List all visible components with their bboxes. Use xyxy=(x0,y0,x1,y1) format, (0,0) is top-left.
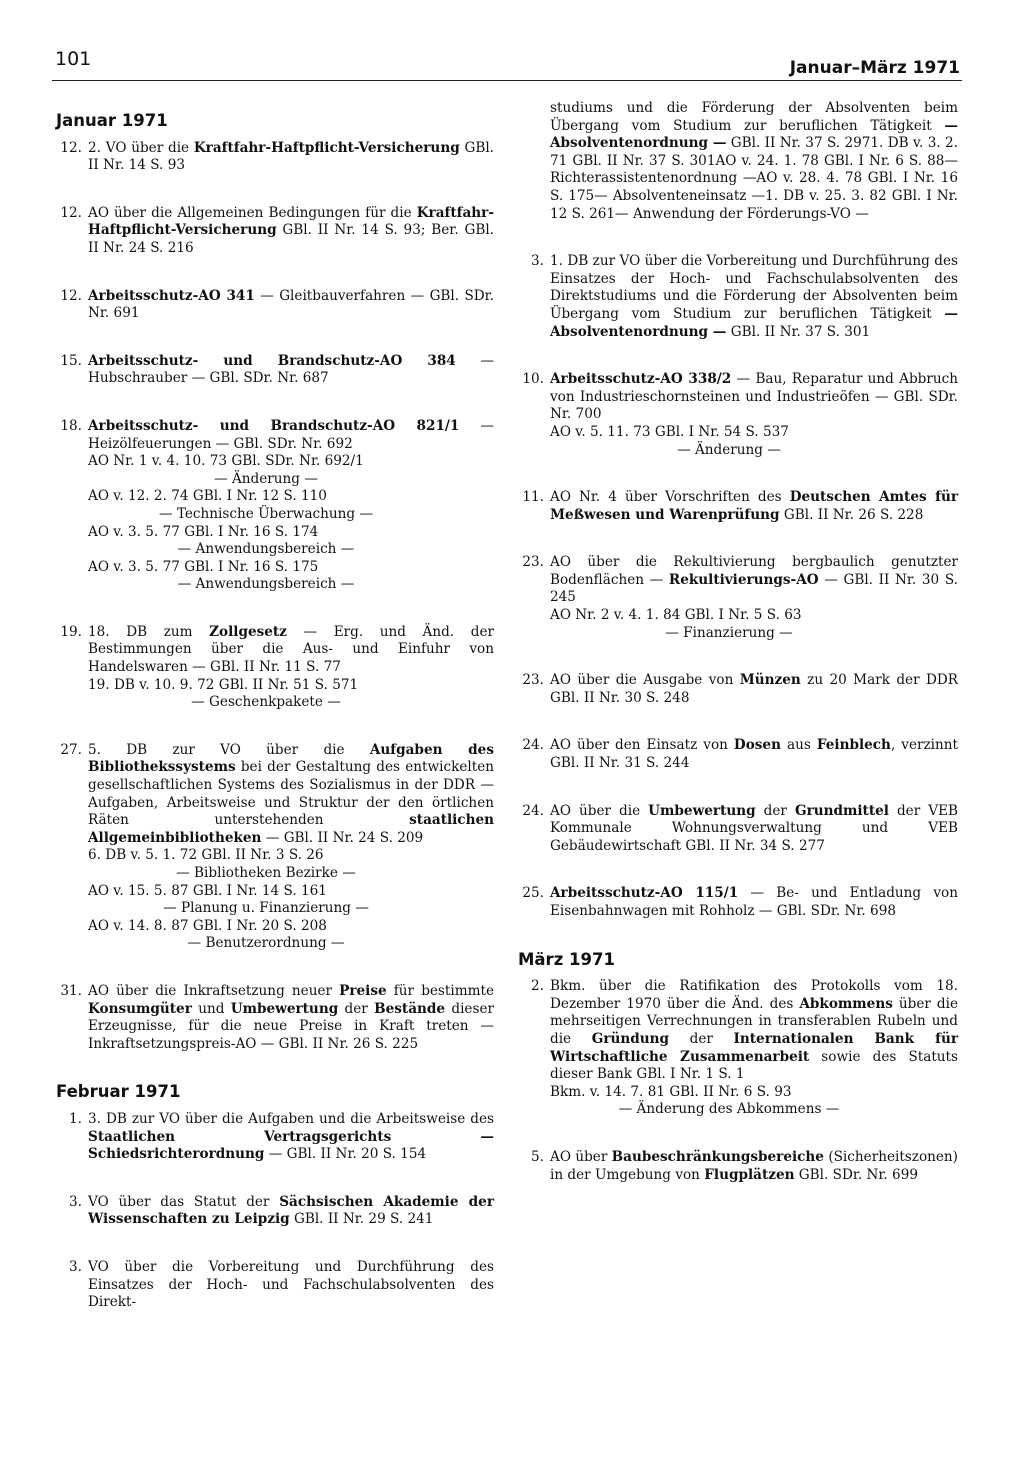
amendment-note: — Absolventeneinsatz — xyxy=(594,187,766,204)
register-entry xyxy=(52,288,494,323)
amendment-reference: 6. DB v. 5. 1. 72 GBl. II Nr. 3 S. 26 xyxy=(88,847,324,864)
amendment-reference: AO v. 28. 4. 78 GBl. I Nr. 16 S. 175 xyxy=(550,170,958,204)
amendment-reference: AO v. 14. 8. 87 GBl. I Nr. 20 S. 208 xyxy=(88,917,327,934)
entry-text: AO über die Allgemeinen Bedingungen für die Kraftfahr-Haftpflicht-Versicherung GBl. II Nr. 14 S. 93; Ber. GBl. II Nr. 24 S. 216 xyxy=(88,204,494,256)
register-entry xyxy=(52,353,494,388)
entry-text: VO über das Statut der Sächsischen Akademie der Wissenschaften zu Leipzig GBl. II Nr. 29 S. 241 xyxy=(88,1193,494,1228)
entry-text: 18. DB zum Zollgesetz — Erg. und Änd. der Bestimmungen über die Aus- und Einfuhr von Handelswaren — GBl. II Nr. 11 S. 77 19. DB v. 10. 9. 72 GBl. II Nr. 51 S. 571 — Geschenkpakete — xyxy=(88,623,494,711)
running-head: Januar–März 1971 xyxy=(789,58,960,78)
amendment-note: — Änderung des Abkommens — xyxy=(618,1101,840,1118)
amendment-reference: AO v. 3. 5. 77 GBl. I Nr. 16 S. 175 xyxy=(88,558,319,575)
entry-day: 10. xyxy=(522,371,544,388)
amendment-reference: AO v. 5. 11. 73 GBl. I Nr. 54 S. 537 xyxy=(550,423,789,440)
entry-day: 18. xyxy=(60,417,82,434)
amendment-reference: AO Nr. 2 v. 4. 1. 84 GBl. I Nr. 5 S. 63 xyxy=(550,607,802,624)
register-entry xyxy=(514,554,958,642)
header-rule xyxy=(52,80,962,81)
amendment-note: — Änderung — xyxy=(214,470,318,487)
left-column xyxy=(52,100,494,1342)
register-entry xyxy=(52,1111,494,1164)
register-entry xyxy=(52,140,494,175)
right-column xyxy=(514,100,958,1214)
month-heading: Februar 1971 xyxy=(56,1082,181,1102)
register-entry xyxy=(52,983,494,1053)
entry-day: 5. xyxy=(531,1148,544,1165)
entry-text: AO über die Rekultivierung bergbaulich genutzter Bodenflächen — Rekultivierungs-AO — GBl. II Nr. 30 S. 245 AO Nr. 2 v. 4. 1. 84 GBl. I Nr. 5 S. 63 — Finanzierung — xyxy=(550,554,958,641)
entry-day: 19. xyxy=(60,623,82,640)
entry-day: 1. xyxy=(69,1110,82,1127)
register-entry xyxy=(514,737,958,772)
amendment-note: — Anwendungsbereich — xyxy=(177,576,355,593)
amendment-note: — Anwendung der Förderungs-VO — xyxy=(615,205,869,222)
entry-day: 2. xyxy=(531,978,544,995)
entry-day: 11. xyxy=(522,489,544,506)
entry-text: AO über die Ausgabe von Münzen zu 20 Mark der DDR GBl. II Nr. 30 S. 248 xyxy=(550,672,958,706)
entry-day: 3. xyxy=(531,253,544,270)
entry-day: 3. xyxy=(69,1193,82,1210)
amendment-note: — Richterassistentenordnung — xyxy=(550,152,958,187)
register-entry xyxy=(52,205,494,258)
entry-text: Bkm. über die Ratifikation des Protokolls vom 18. Dezember 1970 über die Änd. des Abkommens über die mehrseitigen Verrechnungen in transferablen Rubeln und die Gründung der Internationalen Bank für Wirtschaftliche Zusammenarbeit sowie des Statuts dieser Bank GBl. I Nr. 1 S. 1 Bkm. v. 14. 7. 81 GBl. II Nr. 6 S. 93 — Änderung des Abkommens — xyxy=(550,978,958,1118)
register-entry xyxy=(514,253,958,341)
entry-text: Arbeitsschutz-AO 341 — Gleitbauverfahren — GBl. SDr. Nr. 691 xyxy=(88,287,495,322)
entry-day: 31. xyxy=(60,982,82,999)
register-entry xyxy=(514,371,958,459)
register-entry xyxy=(52,742,494,953)
register-entry xyxy=(514,100,958,223)
register-entry xyxy=(514,803,958,856)
entry-text: Arbeitsschutz- und Brandschutz-AO 384 — Hubschrauber — GBl. SDr. Nr. 687 xyxy=(88,352,495,387)
page-number: 101 xyxy=(55,48,92,70)
register-entry xyxy=(514,978,958,1119)
month-heading: März 1971 xyxy=(518,949,615,969)
amendment-reference: AO Nr. 1 v. 4. 10. 73 GBl. SDr. Nr. 692/1 xyxy=(88,453,364,470)
entry-day: 24. xyxy=(522,802,544,819)
entry-day: 23. xyxy=(522,554,544,571)
month-heading: Januar 1971 xyxy=(56,111,168,130)
entry-day: 27. xyxy=(60,741,82,758)
entry-text: AO über die Umbewertung der Grundmittel der VEB Kommunale Wohnungsverwaltung und VEB Gebäudewirtschaft GBl. II Nr. 34 S. 277 xyxy=(550,802,958,854)
amendment-note: — Anwendungsbereich — xyxy=(177,541,355,558)
amendment-reference: 1. DB v. 3. 2. 71 GBl. II Nr. 37 S. 301 xyxy=(550,135,958,169)
entry-text: 3. DB zur VO über die Aufgaben und die Arbeitsweise des Staatlichen Vertragsgerichts — Schiedsrichterordnung — GBl. II Nr. 20 S. 154 xyxy=(88,1110,494,1163)
register-entry xyxy=(52,1194,494,1229)
entry-text: Arbeitsschutz-AO 115/1 — Be- und Entladung von Eisenbahnwagen mit Rohholz — GBl. SDr. Nr. 698 xyxy=(550,885,958,919)
entry-day: 23. xyxy=(522,672,544,689)
amendment-reference: 19. DB v. 10. 9. 72 GBl. II Nr. 51 S. 571 xyxy=(88,676,359,693)
entry-day: 24. xyxy=(522,737,544,754)
entry-text: Arbeitsschutz-AO 338/2 — Bau, Reparatur und Abbruch von Industrieschornsteinen und Industrieöfen — GBl. SDr. Nr. 700 AO v. 5. 11. 73 GBl. I Nr. 54 S. 537 — Änderung — xyxy=(550,371,959,458)
amendment-reference: AO v. 15. 5. 87 GBl. I Nr. 14 S. 161 xyxy=(88,882,327,899)
register-entry xyxy=(514,672,958,707)
register-entry xyxy=(514,1149,958,1184)
entry-day: 12. xyxy=(60,204,82,221)
amendment-reference: AO v. 3. 5. 77 GBl. I Nr. 16 S. 174 xyxy=(88,523,319,540)
amendment-note: — Geschenkpakete — xyxy=(191,694,341,711)
entry-text: AO über die Inkraftsetzung neuer Preise für bestimmte Konsumgüter und Umbewertung der Bestände dieser Erzeugnisse, für die neue Preise in Kraft treten — Inkraftsetzungspreis-AO — GBl. II Nr. 26 S. 225 xyxy=(88,982,495,1052)
amendment-note: — Planung u. Finanzierung — xyxy=(163,900,369,917)
amendment-note: — Benutzerordnung — xyxy=(187,935,345,952)
entry-day: 15. xyxy=(60,352,82,369)
entry-day: 3. xyxy=(69,1258,82,1275)
amendment-note: — Technische Überwachung — xyxy=(158,505,374,522)
entry-text: Arbeitsschutz- und Brandschutz-AO 821/1 — Heizölfeuerungen — GBl. SDr. Nr. 692 AO Nr. 1 v. 4. 10. 73 GBl. SDr. Nr. 692/1 — Änderung — AO v. 12. 2. 74 GBl. I Nr. 12 S. 110 — Technische Überwachung — AO v. 3. 5. 77 GBl. I Nr. 16 S. 174 — Anwendungsbereich — AO v. 3. 5. 77 GBl. I Nr. 16 S. 175 — Anwendungsbereich — xyxy=(88,417,494,593)
amendment-reference: AO v. 12. 2. 74 GBl. I Nr. 12 S. 110 xyxy=(88,488,327,505)
entry-text: AO über Baubeschränkungsbereiche (Sicherheitszonen) in der Umgebung von Flugplätzen GBl. SDr. Nr. 699 xyxy=(550,1148,958,1183)
entry-text: studiums und die Förderung der Absolventen beim Übergang vom Studium zur beruflichen Tätigkeit — Absolventenordnung — GBl. II Nr. 37 S. 2971. DB v. 3. 2. 71 GBl. II Nr. 37 S. 301AO v. 24. 1. 78 GBl. I Nr. 6 S. 88— Richterassistentenordnung —AO v. 28. 4. 78 GBl. I Nr. 16 S. 175— Absolventeneinsatz —1. DB v. 25. 3. 82 GBl. I Nr. 12 S. 261— Anwendung der Förderungs-VO — xyxy=(550,100,958,222)
amendment-reference: AO v. 24. 1. 78 GBl. I Nr. 6 S. 88 xyxy=(715,152,945,169)
register-entry xyxy=(514,885,958,920)
entry-day: 12. xyxy=(60,287,82,304)
entry-text: AO über den Einsatz von Dosen aus Feinblech, verzinnt GBl. II Nr. 31 S. 244 xyxy=(550,737,958,772)
entry-text: 5. DB zur VO über die Aufgaben des Bibliothekssystems bei der Gestaltung des entwickelten gesellschaftlichen Systems des Sozialismus in der DDR — Aufgaben, Arbeitsweise und Struktur der den örtlichen Räten unterstehenden staatlichen Allgemeinbibliotheken — GBl. II Nr. 24 S. 209 6. DB v. 5. 1. 72 GBl. II Nr. 3 S. 26 — Bibliotheken Bezirke — AO v. 15. 5. 87 GBl. I Nr. 14 S. 161 — Planung u. Finanzierung — AO v. 14. 8. 87 GBl. I Nr. 20 S. 208 — Benutzerordnung — xyxy=(88,741,494,952)
entry-day: 25. xyxy=(522,885,544,902)
register-entry xyxy=(52,418,494,594)
amendment-reference: Bkm. v. 14. 7. 81 GBl. II Nr. 6 S. 93 xyxy=(550,1083,792,1100)
entry-text: 2. VO über die Kraftfahr-Haftpflicht-Versicherung GBl. II Nr. 14 S. 93 xyxy=(88,139,495,174)
entry-text: VO über die Vorbereitung und Durchführung des Einsatzes der Hoch- und Fachschulabsolventen des Direkt- xyxy=(88,1258,494,1311)
amendment-note: — Finanzierung — xyxy=(665,624,793,641)
register-entry xyxy=(514,489,958,524)
amendment-reference: 1. DB v. 25. 3. 82 GBl. I Nr. 12 S. 261 xyxy=(550,187,958,222)
entry-text: AO Nr. 4 über Vorschriften des Deutschen Amtes für Meßwesen und Warenprüfung GBl. II Nr. 26 S. 228 xyxy=(550,489,958,523)
entry-text: 1. DB zur VO über die Vorbereitung und Durchführung des Einsatzes der Hoch- und Fachschulabsolventen des Direktstudiums und die Förderung der Absolventen beim Übergang vom Studium zur beruflichen Tätigkeit — Absolventenordnung — GBl. II Nr. 37 S. 301 xyxy=(550,253,958,340)
register-entry xyxy=(52,1259,494,1312)
register-entry xyxy=(52,624,494,712)
amendment-note: — Änderung — xyxy=(677,441,781,458)
amendment-note: — Bibliotheken Bezirke — xyxy=(176,865,356,881)
entry-day: 12. xyxy=(60,139,82,156)
